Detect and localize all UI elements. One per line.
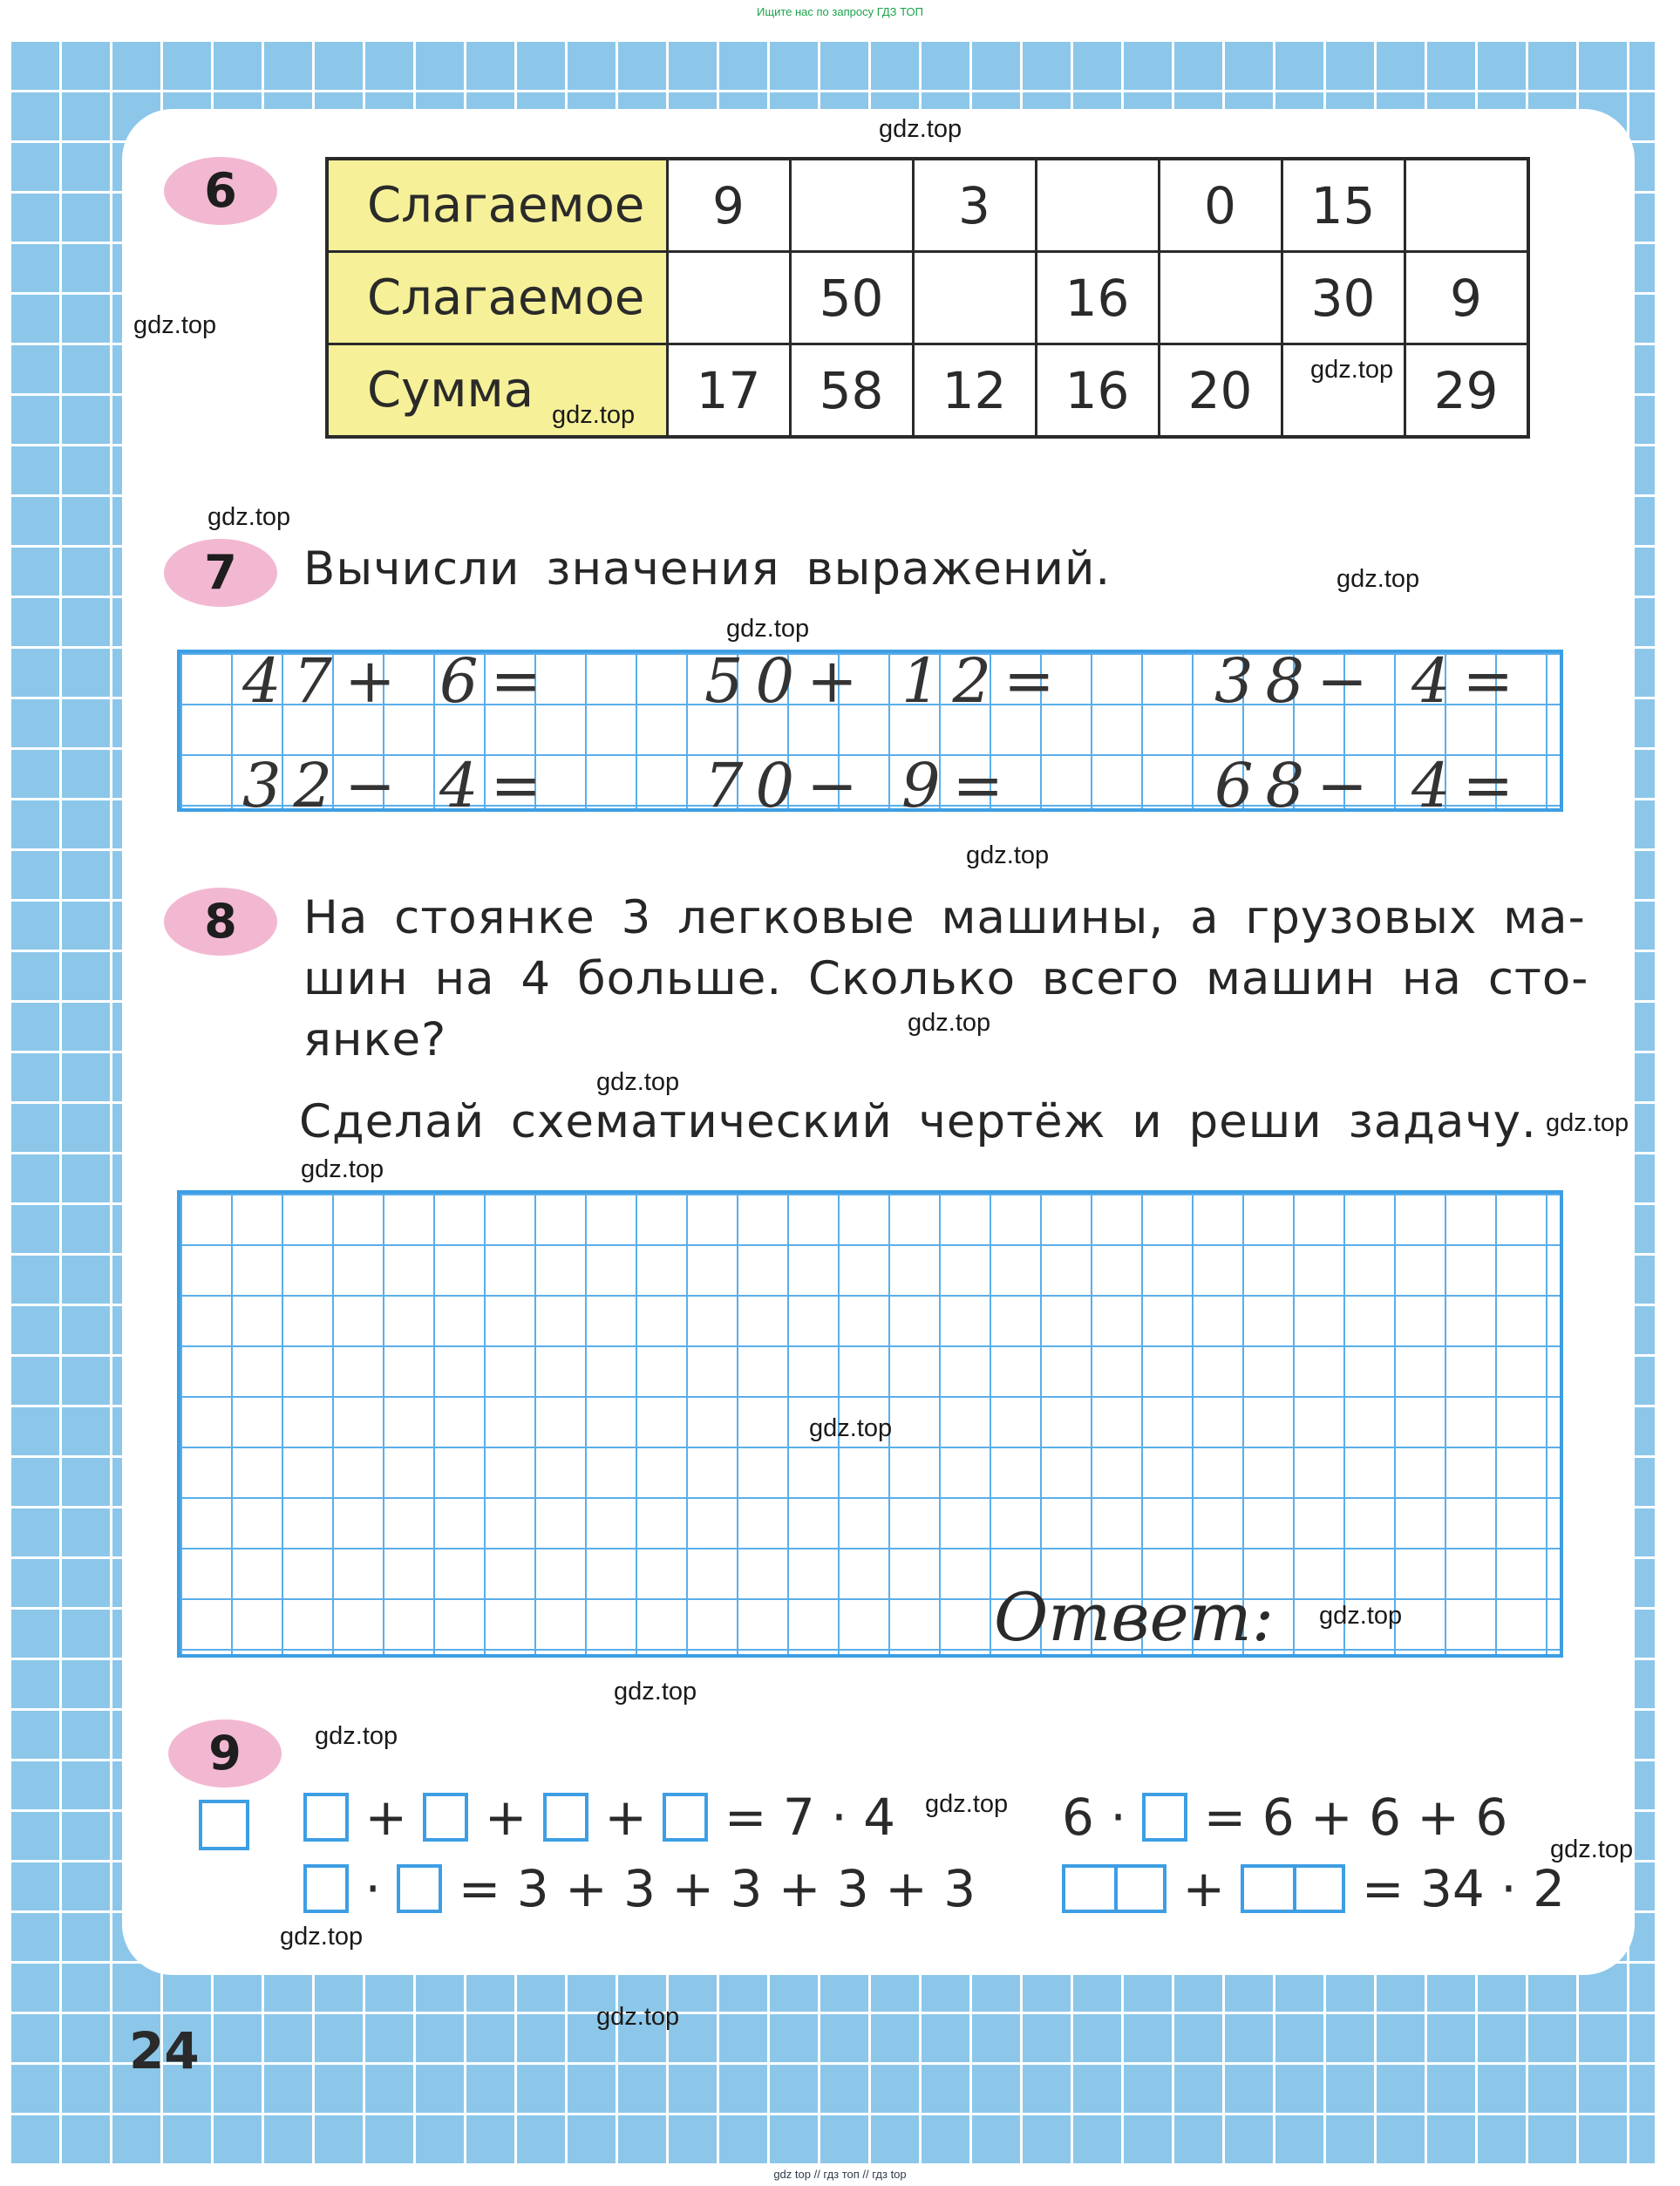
page-number: 24 — [129, 2021, 200, 2080]
answer-box[interactable] — [1142, 1793, 1187, 1842]
table-cell: 12 — [913, 344, 1036, 438]
table-cell: 29 — [1405, 344, 1528, 438]
watermark: gdz.top — [596, 2003, 680, 2031]
bottom-note: gdz top // гдз топ // гдз top — [773, 2168, 907, 2181]
watermark: gdz.top — [1310, 356, 1394, 384]
answer-box[interactable] — [303, 1864, 349, 1913]
table-row — [327, 159, 1528, 252]
plus-sign: + — [484, 1788, 527, 1847]
table-cell: 9 — [1405, 252, 1528, 344]
expression: 70− 9= — [704, 750, 1017, 821]
table-cell: 17 — [667, 344, 790, 438]
equation-right: = 7 · 4 — [724, 1788, 896, 1847]
watermark: gdz.top — [925, 1790, 1009, 1818]
watermark: gdz.top — [726, 615, 810, 643]
equation-right: = 34 · 2 — [1361, 1859, 1565, 1918]
table-cell: 50 — [790, 252, 913, 344]
watermark: gdz.top — [1337, 565, 1420, 593]
table-cell — [667, 252, 790, 344]
expression: 32− 4= — [242, 750, 554, 821]
watermark: gdz.top — [301, 1155, 384, 1183]
answer-box[interactable] — [663, 1793, 708, 1842]
equation-4 — [1062, 1859, 1565, 1918]
table-cell — [1036, 159, 1159, 252]
watermark: gdz.top — [908, 1009, 991, 1037]
watermark: gdz.top — [133, 311, 217, 339]
table-cell: 16 — [1036, 344, 1159, 438]
table-cell: 58 — [790, 344, 913, 438]
watermark: gdz.top — [614, 1678, 697, 1706]
task-6-badge: 6 — [164, 157, 277, 225]
expression: 38− 4= — [1214, 645, 1527, 717]
answer-label: Ответ: — [994, 1578, 1275, 1656]
problem-line: янке? — [303, 1013, 447, 1066]
watermark: gdz.top — [315, 1722, 398, 1750]
expression: 47+ 6= — [242, 645, 554, 717]
table-cell — [913, 252, 1036, 344]
table-cell — [1405, 159, 1528, 252]
task-8-badge: 8 — [164, 888, 277, 956]
expression: 68− 4= — [1214, 750, 1527, 821]
watermark: gdz.top — [809, 1414, 893, 1442]
table-cell: 3 — [913, 159, 1036, 252]
table-cell: 15 — [1282, 159, 1405, 252]
table-cell — [790, 159, 913, 252]
equation-right: = 3 + 3 + 3 + 3 + 3 — [458, 1859, 976, 1918]
dot-sign: · — [364, 1859, 381, 1918]
watermark: gdz.top — [1319, 1602, 1403, 1630]
task-8-instruction: Сделай схематический чертёж и реши задачу. — [299, 1095, 1537, 1148]
watermark: gdz.top — [1550, 1835, 1634, 1863]
task-7-badge: 7 — [164, 539, 277, 607]
watermark: gdz.top — [966, 841, 1050, 869]
watermark: gdz.top — [552, 401, 636, 429]
answer-box[interactable] — [397, 1864, 442, 1913]
plus-sign: + — [364, 1788, 408, 1847]
plus-sign: + — [604, 1788, 648, 1847]
checkbox[interactable] — [199, 1796, 249, 1856]
table-cell — [1159, 252, 1282, 344]
equation-3 — [1062, 1788, 1507, 1847]
table-cell: 20 — [1159, 344, 1282, 438]
row-label: Слагаемое — [327, 252, 667, 344]
problem-line: шин на 4 больше. Сколько всего машин на сто- — [303, 952, 1589, 1005]
task-9-badge: 9 — [168, 1720, 282, 1788]
addition-table — [325, 157, 1530, 439]
answer-box-double[interactable] — [1241, 1864, 1345, 1913]
watermark: gdz.top — [596, 1068, 680, 1096]
table-row — [327, 252, 1528, 344]
table-cell: 9 — [667, 159, 790, 252]
watermark: gdz.top — [1546, 1109, 1629, 1137]
answer-box[interactable] — [303, 1793, 349, 1842]
watermark: gdz.top — [879, 115, 962, 143]
equation-right: = 6 + 6 + 6 — [1203, 1788, 1508, 1847]
answer-box[interactable] — [199, 1800, 249, 1850]
equation-2 — [303, 1859, 976, 1918]
table-cell: 30 — [1282, 252, 1405, 344]
row-label: Сумма — [327, 344, 667, 438]
expression: 50+ 12= — [704, 645, 1067, 717]
equation-1 — [303, 1788, 895, 1847]
watermark: gdz.top — [280, 1923, 364, 1951]
answer-box-double[interactable] — [1062, 1864, 1166, 1913]
plus-sign: + — [1182, 1859, 1226, 1918]
row-label: Слагаемое — [327, 159, 667, 252]
answer-box[interactable] — [423, 1793, 468, 1842]
task-7-title: Вычисли значения выражений. — [303, 542, 1112, 596]
table-cell: 0 — [1159, 159, 1282, 252]
problem-line: На стоянке 3 легковые машины, а грузовых ма- — [303, 891, 1586, 944]
answer-box[interactable] — [543, 1793, 588, 1842]
table-cell: 16 — [1036, 252, 1159, 344]
top-note: Ищите нас по запросу ГДЗ ТОП — [757, 5, 923, 18]
equation-left: 6 · — [1062, 1788, 1126, 1847]
watermark: gdz.top — [207, 503, 291, 531]
